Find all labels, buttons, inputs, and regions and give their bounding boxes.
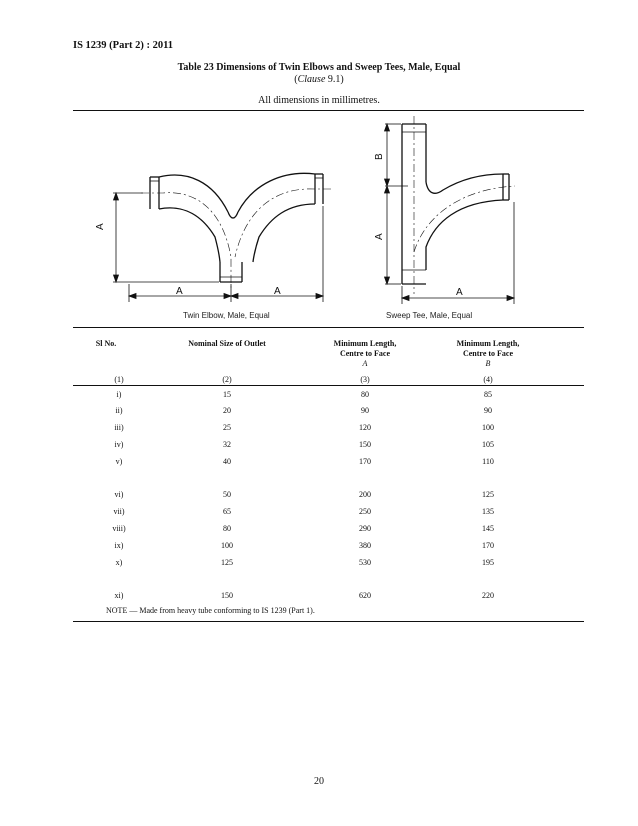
col-number: (1) — [114, 375, 124, 384]
cell-sl-no: ii) — [115, 406, 123, 415]
cell-length-a: 120 — [359, 423, 371, 432]
cell-nominal-size: 150 — [221, 591, 233, 600]
cell-length-b: 195 — [482, 558, 494, 567]
twin-elbow-label-a-right: A — [274, 286, 281, 297]
sweep-tee-dimensions — [385, 124, 515, 304]
cell-length-a: 80 — [361, 390, 369, 399]
top-rule — [73, 110, 584, 111]
cell-length-b: 105 — [482, 440, 494, 449]
cell-length-a: 250 — [359, 507, 371, 516]
cell-length-b: 220 — [482, 591, 494, 600]
cell-nominal-size: 32 — [223, 440, 231, 449]
cell-length-a: 200 — [359, 490, 371, 499]
cell-length-b: 170 — [482, 541, 494, 550]
col-header-sl-no — [73, 339, 139, 349]
cell-sl-no: iv) — [114, 440, 124, 449]
cell-sl-no: x) — [115, 558, 123, 567]
table-bottom-rule — [73, 621, 584, 622]
col-header-symbol: B — [485, 359, 491, 368]
cell-length-b: 85 — [484, 390, 492, 399]
cell-sl-no: vi) — [114, 490, 124, 499]
sweep-tee-caption: Sweep Tee, Male, Equal — [386, 311, 473, 320]
twin-elbow-label-a-left: A — [176, 286, 183, 297]
cell-nominal-size: 25 — [223, 423, 231, 432]
document-header: IS 1239 (Part 2) : 2011 — [73, 40, 174, 51]
col-number: (2) — [222, 375, 232, 384]
cell-nominal-size: 50 — [223, 490, 231, 499]
sweep-tee-figure — [402, 124, 509, 284]
col-number: (3) — [360, 375, 370, 384]
cell-sl-no: v) — [115, 457, 123, 466]
figures-drawing — [73, 112, 584, 327]
cell-length-b: 125 — [482, 490, 494, 499]
col-header-nominal-size — [150, 339, 304, 349]
cell-nominal-size: 15 — [223, 390, 231, 399]
cell-length-a: 90 — [361, 406, 369, 415]
cell-sl-no: vii) — [113, 507, 125, 516]
cell-length-a: 620 — [359, 591, 371, 600]
sweep-tee-label-a-vertical: A — [374, 233, 385, 240]
figure-bottom-rule — [73, 327, 584, 328]
units-note: All dimensions in millimetres. — [258, 95, 380, 106]
cell-length-a: 530 — [359, 558, 371, 567]
cell-nominal-size: 100 — [221, 541, 233, 550]
clause-italic: Clause — [297, 74, 326, 85]
cell-length-b: 90 — [484, 406, 492, 415]
col-header-line: Nominal Size of Outlet — [188, 339, 266, 348]
cell-length-a: 290 — [359, 524, 371, 533]
cell-length-a: 380 — [359, 541, 371, 550]
cell-length-b: 135 — [482, 507, 494, 516]
clause-prefix: ( — [294, 74, 298, 85]
clause-suffix: 9.1) — [325, 74, 344, 85]
cell-sl-no: iii) — [114, 423, 124, 432]
col-header-length-b — [418, 339, 558, 369]
col-header-line: Centre to Face — [339, 349, 391, 358]
cell-length-a: 170 — [359, 457, 371, 466]
cell-nominal-size: 20 — [223, 406, 231, 415]
header-bottom-rule — [73, 385, 584, 386]
cell-sl-no: ix) — [114, 541, 124, 550]
table-title: Table 23 Dimensions of Twin Elbows and Sweep Tees, Male, Equal — [177, 62, 461, 73]
table-clause — [0, 74, 638, 85]
table-note: NOTE — Made from heavy tube conforming to IS 1239 (Part 1). — [106, 606, 315, 615]
cell-nominal-size: 80 — [223, 524, 231, 533]
cell-length-a: 150 — [359, 440, 371, 449]
col-header-line: Centre to Face — [462, 349, 514, 358]
col-header-line: Minimum Length, — [456, 339, 520, 348]
col-header-symbol: A — [362, 359, 368, 368]
cell-sl-no: xi) — [114, 591, 124, 600]
sweep-tee-label-b: B — [374, 153, 385, 160]
col-header-line: Minimum Length, — [333, 339, 397, 348]
cell-nominal-size: 65 — [223, 507, 231, 516]
sweep-tee-label-a-horizontal: A — [456, 287, 463, 298]
cell-length-b: 100 — [482, 423, 494, 432]
col-header-line: Sl No. — [95, 339, 117, 348]
cell-sl-no: viii) — [112, 524, 126, 533]
cell-length-b: 145 — [482, 524, 494, 533]
col-header-length-a — [296, 339, 434, 369]
col-number: (4) — [483, 375, 493, 384]
twin-elbow-label-a-vertical: A — [95, 223, 106, 230]
cell-nominal-size: 40 — [223, 457, 231, 466]
cell-nominal-size: 125 — [221, 558, 233, 567]
page-number: 20 — [314, 776, 324, 787]
twin-elbow-caption: Twin Elbow, Male, Equal — [183, 311, 270, 320]
cell-length-b: 110 — [482, 457, 494, 466]
cell-sl-no: i) — [116, 390, 122, 399]
